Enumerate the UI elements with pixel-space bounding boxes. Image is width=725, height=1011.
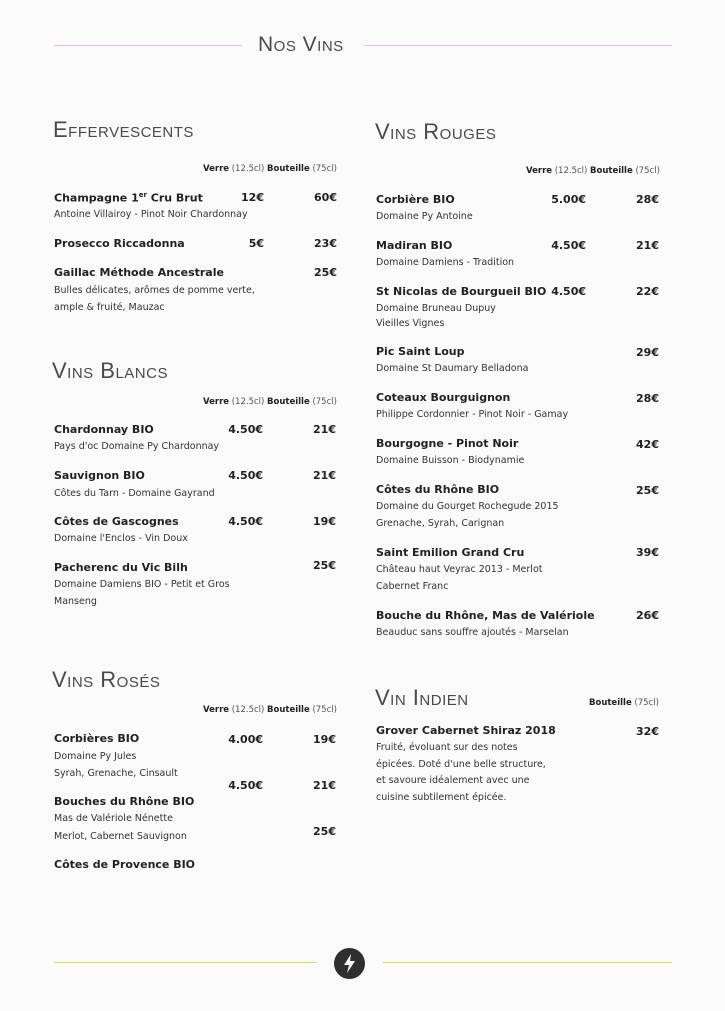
wine-desc: Syrah, Grenache, Cinsault <box>54 768 178 779</box>
wine-name: Pacherenc du Vic Bilh <box>54 561 188 574</box>
wine-desc: Mas de Valériole Nénette <box>54 813 173 824</box>
wine-desc: Domaine Bruneau Dupuy <box>376 303 496 314</box>
wine-desc: Philippe Cordonnier - Pinot Noir - Gamay <box>376 409 569 420</box>
wine-price-bouteille: 25€ <box>314 266 337 279</box>
column-headers <box>203 164 337 174</box>
wine-price-bouteille: 26€ <box>636 609 659 622</box>
col-verre-size: (12.5cl) <box>231 164 265 174</box>
footer-rule-right <box>383 962 672 963</box>
wine-price-bouteille: 21€ <box>313 469 336 482</box>
wine-name: Chardonnay BIO <box>54 423 154 436</box>
flame-logo-icon <box>334 948 365 979</box>
wine-desc: Vieilles Vignes <box>376 318 445 329</box>
wine-desc: Domaine Buisson - Biodynamie <box>376 455 525 466</box>
wine-price-verre: 4.50€ <box>228 515 263 528</box>
wine-desc: Cabernet Franc <box>376 581 449 592</box>
wine-name: Côtes du Rhône BIO <box>376 483 500 496</box>
wine-name: Sauvignon BIO <box>54 469 145 482</box>
wine-desc: Domaine Py Antoine <box>376 211 473 222</box>
wine-name: Bouche du Rhône, Mas de Valériole <box>376 609 595 622</box>
wine-desc: Grenache, Syrah, Carignan <box>376 518 505 529</box>
wine-price-bouteille: 22€ <box>636 285 659 298</box>
col-bouteille-size: (75cl) <box>312 164 337 174</box>
wine-price-bouteille: 23€ <box>314 237 337 250</box>
column-headers: Verre (12.5cl) Bouteille (75cl) <box>203 397 337 407</box>
wine-price-bouteille: 25€ <box>636 484 659 497</box>
wine-price-bouteille: 25€ <box>313 825 336 838</box>
wine-price-bouteille: 19€ <box>313 733 336 746</box>
page-title: Nos Vins <box>258 33 344 56</box>
wine-name: Madiran BIO <box>376 239 453 252</box>
wine-name: Côtes de Gascognes <box>54 515 179 528</box>
wine-desc: Domaine Damiens BIO - Petit et Gros <box>54 579 230 590</box>
column-headers: Bouteille (75cl) <box>589 698 659 708</box>
wine-name: Saint Emilion Grand Cru <box>376 546 525 559</box>
wine-desc: Domaine l'Enclos - Vin Doux <box>54 533 188 544</box>
wine-name: Gaillac Méthode Ancestrale <box>54 266 224 279</box>
wine-desc: Bulles délicates, arômes de pomme verte, <box>54 285 255 296</box>
wine-desc: Fruité, évoluant sur des notes <box>376 742 518 753</box>
wine-price-bouteille: 29€ <box>636 346 659 359</box>
wine-desc: Merlot, Cabernet Sauvignon <box>54 831 187 842</box>
wine-desc: Côtes du Tarn - Domaine Gayrand <box>54 488 215 499</box>
col-bouteille: Bouteille <box>267 164 310 174</box>
wine-name: Bouches du Rhône BIO <box>54 795 195 808</box>
wine-price-verre: 4.50€ <box>551 285 586 298</box>
wine-price-verre: 5€ <box>248 237 264 250</box>
wine-price-bouteille: 32€ <box>636 725 659 738</box>
wine-desc: Domaine St Daumary Belladona <box>376 363 529 374</box>
wine-desc: Pays d'oc Domaine Py Chardonnay <box>54 441 220 452</box>
section-title-blancs: Vins Blancs <box>52 358 168 383</box>
wine-desc: et savoure idéalement avec une <box>376 775 530 786</box>
wine-price-verre: 4.50€ <box>228 423 263 436</box>
wine-price-bouteille: 21€ <box>313 423 336 436</box>
wine-price-verre: 5.00€ <box>551 193 586 206</box>
wine-price-bouteille: 60€ <box>314 191 337 204</box>
wine-name: St Nicolas de Bourgueil BIO <box>376 285 547 298</box>
wine-price-verre: 4.00€ <box>228 733 263 746</box>
column-headers: Verre (12.5cl) Bouteille (75cl) <box>526 166 660 176</box>
wine-name: Pic Saint Loup <box>376 345 465 358</box>
wine-price-bouteille: 19€ <box>313 515 336 528</box>
wine-price-bouteille: 21€ <box>636 239 659 252</box>
col-verre: Verre <box>203 164 230 174</box>
wine-name: Prosecco Riccadonna <box>54 237 185 250</box>
wine-desc: épicées. Doté d'une belle structure, <box>376 759 546 770</box>
wine-name: Côtes de Provence BIO <box>54 858 196 871</box>
footer-rule-left <box>54 962 317 963</box>
wine-desc: ample & fruité, Mauzac <box>54 302 165 313</box>
wine-desc: Domaine du Gourget Rochegude 2015 <box>376 501 559 512</box>
wine-desc: Manseng <box>54 596 97 607</box>
wine-price-verre: 4.50€ <box>228 469 263 482</box>
header-rule-left <box>54 45 242 46</box>
wine-price-bouteille: 28€ <box>636 392 659 405</box>
wine-desc: Château haut Veyrac 2013 - Merlot <box>376 564 543 575</box>
wine-desc: Beauduc sans souffre ajoutés - Marselan <box>376 627 569 638</box>
wine-name: Champagne 1er Cru Brut <box>54 191 203 205</box>
wine-name: Bourgogne - Pinot Noir <box>376 437 519 450</box>
wine-price-verre: 12€ <box>241 191 264 204</box>
wine-price-bouteille: 39€ <box>636 546 659 559</box>
section-title-rouges: Vins Rouges <box>375 119 497 144</box>
wine-price-verre: 4.50€ <box>228 779 263 792</box>
section-title-indien: Vin Indien <box>375 685 469 710</box>
wine-name: Corbière BIO <box>376 193 455 206</box>
section-title-effervescents: Effervescents <box>53 117 194 142</box>
wine-price-bouteille: 42€ <box>636 438 659 451</box>
section-title-roses: Vins Rosés <box>52 667 161 692</box>
wine-desc: cuisine subtilement épicée. <box>376 792 507 803</box>
wine-desc: Antoine Villairoy - Pinot Noir Chardonnay <box>54 209 248 220</box>
wine-price-bouteille: 21€ <box>313 779 336 792</box>
wine-price-verre: 4.50€ <box>551 239 586 252</box>
wine-name: Coteaux Bourguignon <box>376 391 511 404</box>
wine-desc: Domaine Py Jules <box>54 751 137 762</box>
column-headers: Verre (12.5cl) Bouteille (75cl) <box>203 705 337 715</box>
wine-price-bouteille: 28€ <box>636 193 659 206</box>
header-rule-right <box>364 45 672 46</box>
wine-price-bouteille: 25€ <box>313 559 336 572</box>
wine-name: Grover Cabernet Shiraz 2018 <box>376 724 556 737</box>
wine-desc: Domaine Damiens - Tradition <box>376 257 515 268</box>
wine-name: Corbières BIO <box>54 732 140 745</box>
